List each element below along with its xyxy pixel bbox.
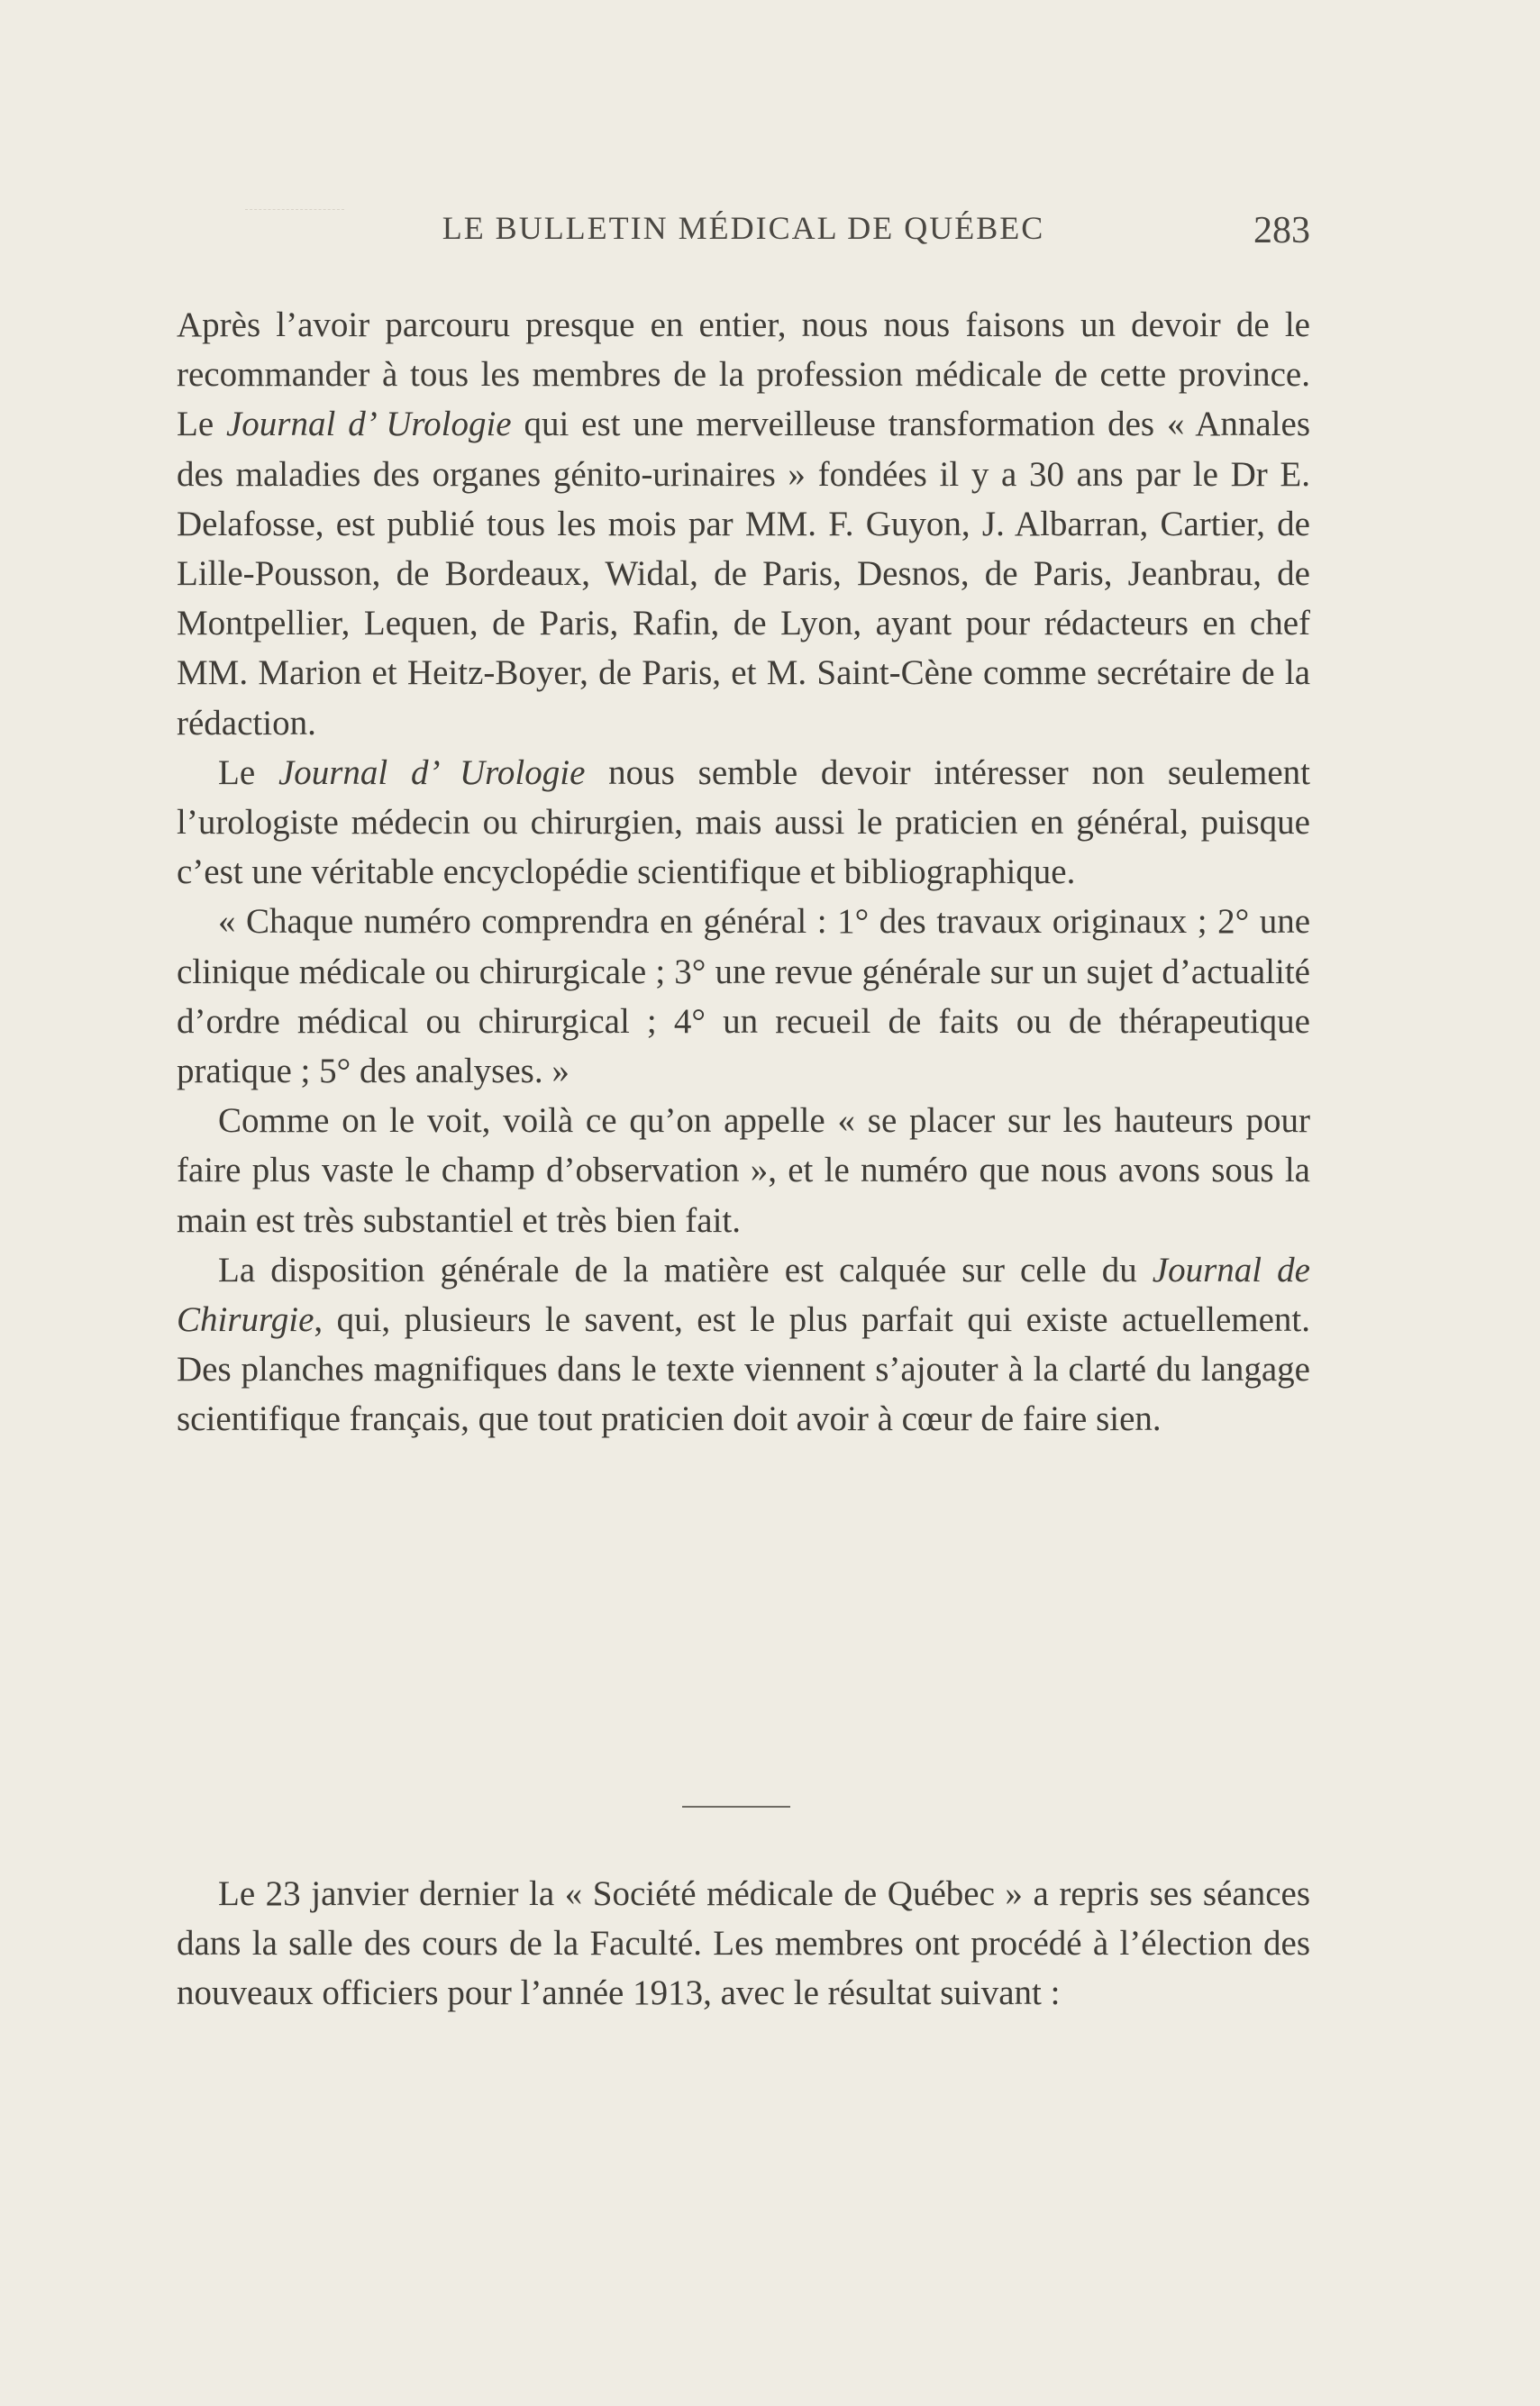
paragraph-1: [177, 300, 1310, 748]
paragraph-1-text-b: qui est une merveilleuse transformation des « Annales des maladies des organes génito-urinaires » fondées il y a 30 ans par le Dr E. Delafosse, est publié tous les mois par MM. F. Guyon, J. Albarran, Cartier, de Lille-Pousson, de Bordeaux, Widal, de Paris, Desnos, de Paris, Jeanbrau, de Montpellier, Lequen, de Paris, Rafin, de Lyon, ayant pour rédacteurs en chef MM. Marion et Heitz-Boyer, de Paris, et M. Saint-Cène comme secrétaire de la rédaction.: [177, 405, 1310, 743]
page-number: 283: [1253, 210, 1310, 251]
section-divider: [682, 1806, 790, 1808]
paragraph-2: [177, 748, 1310, 898]
paragraph-1-text-a: Après l’avoir parcouru presque en entier, nous nous faisons un devoir de le recommander à tous les membres de la profession médicale de cette province. Le: [177, 305, 1310, 444]
page-header: [177, 209, 1310, 254]
paragraph-2-text-b: nous semble devoir intéresser non seulement l’urologiste médecin ou chirurgien, mais aussi le praticien en général, puisque c’est une véritable encyclopédie scientifique et bibliographique.: [177, 752, 1310, 892]
announcement-section: [177, 1869, 1310, 2019]
journal-title: Journal d’ Urologie: [278, 752, 586, 792]
announcement-paragraph: Le 23 janvier dernier la « Société médicale de Québec » a repris ses séances dans la salle des cours de la Faculté. Les membres ont procédé à l’élection des nouveaux officiers pour l’année 1913, avec le résultat suivant :: [177, 1874, 1310, 2013]
running-title: LE BULLETIN MÉDICAL DE QUÉBEC: [442, 210, 1045, 246]
journal-title: Journal de Chirurgie: [177, 1250, 1310, 1340]
paragraph-5-text-a: La disposition générale de la matière est calquée sur celle du: [218, 1250, 1153, 1290]
paragraph-2-text-a: Le: [218, 752, 278, 792]
article-body: [177, 300, 1310, 1445]
paragraph-5-text-b: , qui, plusieurs le savent, est le plus parfait qui existe actuellement. Des planches magnifiques dans le texte viennent s’ajouter à la clarté du langage scientifique français, que tout praticien doit avoir à cœur de faire sien.: [177, 1300, 1310, 1439]
paragraph-4: Comme on le voit, voilà ce qu’on appelle « se placer sur les hauteurs pour faire plus vaste le champ d’observation », et le numéro que nous avons sous la main est très substantiel et très bien fait.: [177, 1101, 1310, 1240]
paragraph-3: « Chaque numéro comprendra en général : 1° des travaux originaux ; 2° une clinique médicale ou chirurgicale ; 3° une revue générale sur un sujet d’actualité d’ordre médical ou chirurgical ; 4° un recueil de faits ou de thérapeutique pratique ; 5° des analyses. »: [177, 902, 1310, 1091]
paragraph-5: [177, 1245, 1310, 1445]
journal-title: Journal d’ Urologie: [226, 405, 512, 444]
